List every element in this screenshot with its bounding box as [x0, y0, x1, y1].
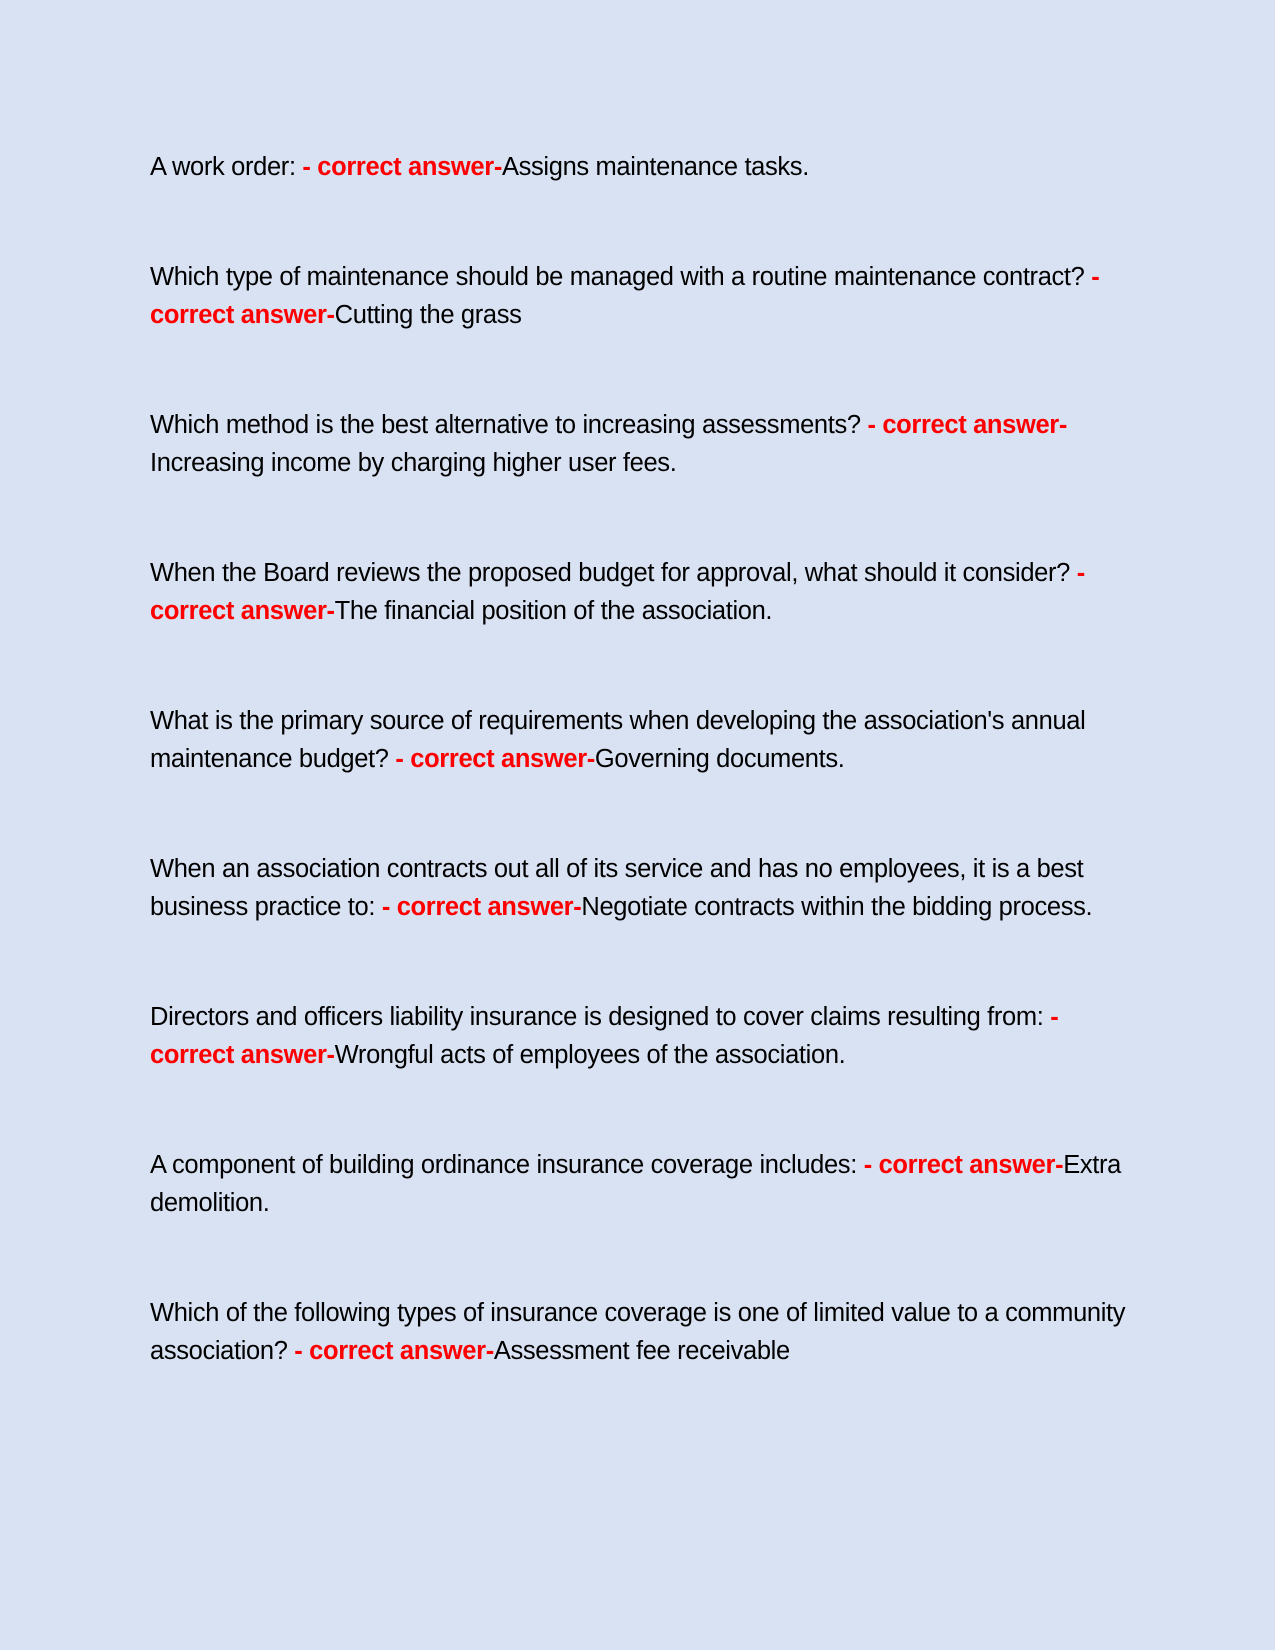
- question-text: Which of the following types of insurance coverage is one of limited value to a community association?: [150, 1299, 1126, 1365]
- correct-answer-marker: - correct answer-: [294, 1337, 494, 1365]
- correct-answer-marker: - correct answer-: [150, 1003, 1059, 1069]
- qa-item: [150, 998, 1140, 1074]
- qa-item: [150, 1146, 1140, 1222]
- answer-text: Cutting the grass: [334, 301, 522, 329]
- answer-text: The financial position of the association.: [334, 597, 773, 625]
- correct-answer-marker: - correct answer-: [150, 263, 1100, 329]
- question-text: A component of building ordinance insurance coverage includes:: [150, 1151, 864, 1179]
- qa-item: [150, 1294, 1140, 1370]
- answer-text: Governing documents.: [594, 745, 845, 773]
- question-text: What is the primary source of requirements when developing the association's annual maintenance budget?: [150, 707, 1086, 773]
- answer-text: Assessment fee receivable: [493, 1337, 790, 1365]
- qa-item: [150, 702, 1140, 778]
- qa-item: [150, 554, 1140, 630]
- question-text: Directors and officers liability insurance is designed to cover claims resulting from:: [150, 1003, 1051, 1031]
- answer-text: Extra demolition.: [150, 1151, 1122, 1217]
- correct-answer-marker: - correct answer-: [395, 745, 595, 773]
- correct-answer-marker: - correct answer-: [863, 1151, 1064, 1179]
- question-text: Which method is the best alternative to increasing assessments?: [150, 411, 868, 439]
- qa-item: [150, 406, 1140, 482]
- qa-item: [150, 148, 1140, 186]
- correct-answer-marker: - correct answer-: [302, 153, 502, 181]
- correct-answer-marker: - correct answer-: [150, 559, 1085, 625]
- qa-list: [150, 148, 1140, 1370]
- qa-item: [150, 258, 1140, 334]
- qa-item: [150, 850, 1140, 926]
- correct-answer-marker: - correct answer-: [381, 893, 582, 921]
- answer-text: Assigns maintenance tasks.: [501, 153, 809, 181]
- correct-answer-marker: - correct answer-: [867, 411, 1068, 439]
- answer-text: Negotiate contracts within the bidding process.: [581, 893, 1093, 921]
- question-text: When an association contracts out all of its service and has no employees, it is a best business practice to:: [150, 855, 1084, 921]
- question-text: Which type of maintenance should be managed with a routine maintenance contract?: [150, 263, 1092, 291]
- answer-text: Increasing income by charging higher user fees.: [150, 449, 677, 477]
- answer-text: Wrongful acts of employees of the association.: [334, 1041, 846, 1069]
- question-text: A work order:: [150, 153, 303, 181]
- question-text: When the Board reviews the proposed budget for approval, what should it consider?: [150, 559, 1077, 587]
